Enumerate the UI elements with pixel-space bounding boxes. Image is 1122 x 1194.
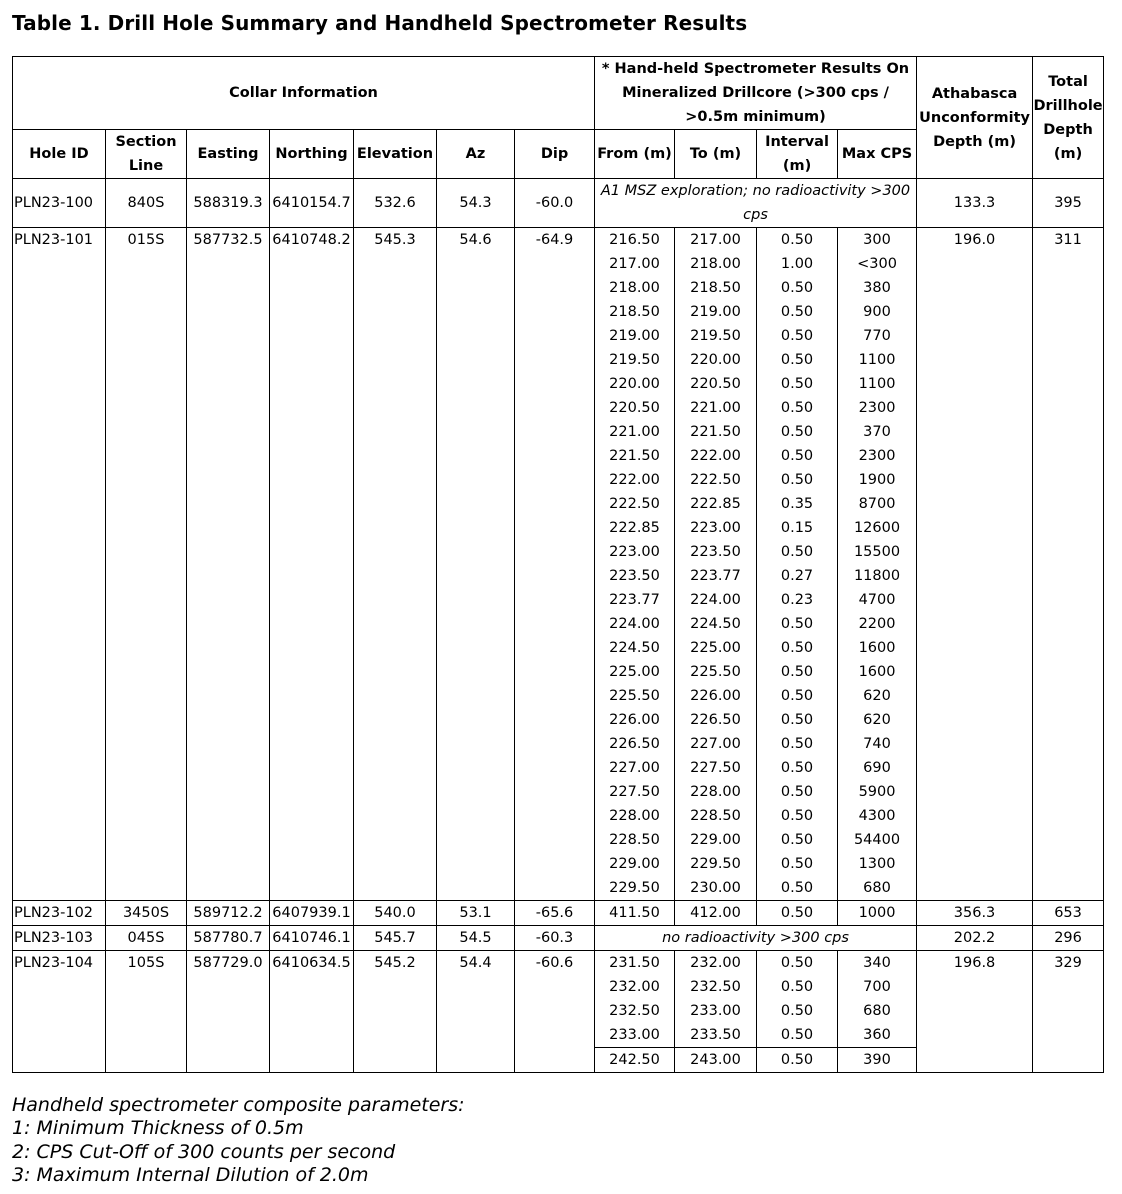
total-depth-cell: 329 [1033, 951, 1104, 1073]
max-cps-cell: 370 [863, 424, 891, 440]
interval-cell: 0.50 [780, 784, 814, 800]
footnotes [12, 1094, 465, 1188]
to-cell: 228.00 [690, 784, 741, 800]
interval-cell: 0.50 [780, 736, 814, 752]
athabasca-cell: 202.2 [917, 926, 1033, 951]
from-cell: 411.50 [595, 901, 675, 926]
from-cell: 218.00 [609, 280, 660, 296]
interval-cell: 0.50 [780, 760, 814, 776]
to-cell: 219.50 [690, 328, 741, 344]
to-cell: 233.50 [690, 1027, 741, 1043]
northing-cell: 6410634.5 [270, 951, 354, 1073]
interval-cell: 0.50 [780, 280, 814, 296]
drill-hole-table [12, 56, 1104, 1073]
max-cps-cell: 620 [863, 688, 891, 704]
athabasca-header: Athabasca Unconformity Depth (m) [917, 57, 1033, 179]
to-cell: 220.00 [690, 352, 741, 368]
interval-cell: 0.50 [780, 955, 814, 971]
max-cps-cell: 11800 [853, 568, 901, 584]
to-cell: 222.00 [690, 448, 741, 464]
interval-cell: 0.50 [780, 544, 814, 560]
max-cps-cell: 2300 [858, 400, 896, 416]
from-cell: 223.50 [609, 568, 660, 584]
section-line-cell: 105S [106, 951, 187, 1073]
from-cell: 228.00 [609, 808, 660, 824]
elevation-cell: 532.6 [354, 179, 437, 228]
dip-cell: -64.9 [515, 228, 595, 901]
section-line-cell: 840S [106, 179, 187, 228]
collar-info-header: Collar Information [13, 57, 595, 130]
interval-cell: 0.50 [780, 1027, 814, 1043]
max-cps-cell: 1100 [858, 376, 896, 392]
max-cps-cell: 1600 [858, 640, 896, 656]
from-cell: 222.00 [609, 472, 660, 488]
total-depth-cell: 311 [1033, 228, 1104, 901]
from-cell: 217.00 [609, 256, 660, 272]
to-cell: 226.00 [690, 688, 741, 704]
interval-cell: 0.50 [780, 808, 814, 824]
interval-cell: 0.50 [780, 232, 814, 248]
athabasca-cell: 196.8 [917, 951, 1033, 1073]
interval-column [595, 951, 675, 1048]
result-note: no radioactivity >300 cps [595, 926, 917, 951]
table-title: Table 1. Drill Hole Summary and Handheld Spectrometer Results [12, 11, 748, 35]
interval-cell: 0.50 [780, 352, 814, 368]
from-cell: 224.00 [609, 616, 660, 632]
from-cell: 221.00 [609, 424, 660, 440]
from-cell: 222.85 [609, 520, 660, 536]
from-cell: 229.00 [609, 856, 660, 872]
interval-cell: 0.50 [780, 856, 814, 872]
az-cell: 53.1 [437, 901, 515, 926]
from-cell: 224.50 [609, 640, 660, 656]
interval-column [675, 228, 757, 901]
max-cps-cell: 620 [863, 712, 891, 728]
interval-cell: 0.50 [780, 640, 814, 656]
interval-cell: 1.00 [780, 256, 814, 272]
max-cps-cell: 700 [863, 979, 891, 995]
from-cell: 220.50 [609, 400, 660, 416]
max-cps-cell: 2300 [858, 448, 896, 464]
dip-cell: -65.6 [515, 901, 595, 926]
northing-cell: 6410154.7 [270, 179, 354, 228]
from-cell: 233.00 [609, 1027, 660, 1043]
max-cps-cell: 15500 [853, 544, 901, 560]
to-cell: 218.00 [690, 256, 741, 272]
to-cell: 220.50 [690, 376, 741, 392]
interval-cell: 0.50 [780, 1003, 814, 1019]
interval-header: Interval (m) [757, 130, 838, 179]
max-cps-cell: 54400 [853, 832, 901, 848]
from-cell: 227.50 [609, 784, 660, 800]
from-header: From (m) [595, 130, 675, 179]
max-cps-cell: 1600 [858, 664, 896, 680]
from-cell: 218.50 [609, 304, 660, 320]
to-cell: 232.00 [690, 955, 741, 971]
hole-id-cell: PLN23-103 [13, 926, 106, 951]
from-cell: 232.00 [609, 979, 660, 995]
max-cps-cell: 1100 [858, 352, 896, 368]
max-cps-cell: 4300 [858, 808, 896, 824]
easting-cell: 589712.2 [187, 901, 270, 926]
note-item: 3: Maximum Internal Dilution of 2.0m [12, 1164, 369, 1187]
to-cell: 226.50 [690, 712, 741, 728]
to-cell: 219.00 [690, 304, 741, 320]
interval-cell: 0.50 [780, 328, 814, 344]
section-line-cell: 015S [106, 228, 187, 901]
easting-cell: 587780.7 [187, 926, 270, 951]
az-cell: 54.3 [437, 179, 515, 228]
section-line-cell: 045S [106, 926, 187, 951]
max-cps-cell: 2200 [858, 616, 896, 632]
max-cps-cell: 1000 [838, 901, 917, 926]
interval-cell: 0.50 [780, 616, 814, 632]
hole-id-cell: PLN23-104 [13, 951, 106, 1073]
interval-column [838, 228, 917, 901]
easting-header: Easting [187, 130, 270, 179]
to-cell: 233.00 [690, 1003, 741, 1019]
northing-cell: 6410746.1 [270, 926, 354, 951]
interval-cell: 0.50 [780, 664, 814, 680]
max-cps-cell: 1900 [858, 472, 896, 488]
max-cps-cell: 390 [838, 1048, 917, 1073]
hole-id-header: Hole ID [13, 130, 106, 179]
interval-column [675, 951, 757, 1048]
from-cell: 221.50 [609, 448, 660, 464]
max-cps-cell: <300 [857, 256, 897, 272]
to-cell: 243.00 [675, 1048, 757, 1073]
notes-heading: Handheld spectrometer composite parameters: [12, 1094, 465, 1116]
from-cell: 225.00 [609, 664, 660, 680]
to-cell: 223.50 [690, 544, 741, 560]
dip-cell: -60.6 [515, 951, 595, 1073]
from-cell: 219.00 [609, 328, 660, 344]
from-cell: 242.50 [595, 1048, 675, 1073]
dip-header: Dip [515, 130, 595, 179]
result-note: A1 MSZ exploration; no radioactivity >300 cps [595, 179, 917, 228]
spectrometer-header: * Hand-held Spectrometer Results On Mineralized Drillcore (>300 cps / >0.5m minimum) [595, 57, 917, 130]
interval-column [757, 228, 838, 901]
easting-cell: 587729.0 [187, 951, 270, 1073]
interval-column [595, 228, 675, 901]
to-cell: 222.50 [690, 472, 741, 488]
interval-cell: 0.50 [780, 880, 814, 896]
to-cell: 225.50 [690, 664, 741, 680]
to-cell: 224.50 [690, 616, 741, 632]
dip-cell: -60.3 [515, 926, 595, 951]
from-cell: 223.77 [609, 592, 660, 608]
interval-cell: 0.50 [757, 901, 838, 926]
from-cell: 222.50 [609, 496, 660, 512]
max-cps-cell: 8700 [858, 496, 896, 512]
to-cell: 228.50 [690, 808, 741, 824]
from-cell: 227.00 [609, 760, 660, 776]
easting-cell: 587732.5 [187, 228, 270, 901]
table-row [13, 179, 1104, 228]
max-cps-cell: 740 [863, 736, 891, 752]
max-cps-cell: 340 [863, 955, 891, 971]
interval-cell: 0.50 [757, 1048, 838, 1073]
max-cps-cell: 770 [863, 328, 891, 344]
max-cps-cell: 380 [863, 280, 891, 296]
to-header: To (m) [675, 130, 757, 179]
interval-cell: 0.50 [780, 979, 814, 995]
interval-cell: 0.50 [780, 304, 814, 320]
interval-cell: 0.35 [780, 496, 814, 512]
interval-cell: 0.50 [780, 832, 814, 848]
max-cps-cell: 12600 [853, 520, 901, 536]
interval-cell: 0.50 [780, 376, 814, 392]
from-cell: 223.00 [609, 544, 660, 560]
hole-id-cell: PLN23-101 [13, 228, 106, 901]
dip-cell: -60.0 [515, 179, 595, 228]
elevation-cell: 540.0 [354, 901, 437, 926]
table-row [13, 926, 1104, 951]
interval-cell: 0.50 [780, 712, 814, 728]
max-cps-cell: 360 [863, 1027, 891, 1043]
interval-column [757, 951, 838, 1048]
northing-header: Northing [270, 130, 354, 179]
to-cell: 225.00 [690, 640, 741, 656]
elevation-cell: 545.7 [354, 926, 437, 951]
total-depth-header: Total Drillhole Depth (m) [1033, 57, 1104, 179]
to-cell: 221.00 [690, 400, 741, 416]
table-row [13, 951, 1104, 1048]
from-cell: 216.50 [609, 232, 660, 248]
to-cell: 217.00 [690, 232, 741, 248]
max-cps-cell: 680 [863, 1003, 891, 1019]
to-cell: 224.00 [690, 592, 741, 608]
max-cps-cell: 4700 [858, 592, 896, 608]
total-depth-cell: 296 [1033, 926, 1104, 951]
northing-cell: 6410748.2 [270, 228, 354, 901]
max-cps-cell: 1300 [858, 856, 896, 872]
interval-cell: 0.50 [780, 424, 814, 440]
interval-cell: 0.50 [780, 688, 814, 704]
max-cps-cell: 900 [863, 304, 891, 320]
to-cell: 229.00 [690, 832, 741, 848]
from-cell: 219.50 [609, 352, 660, 368]
note-item: 1: Minimum Thickness of 0.5m [12, 1117, 304, 1140]
max-cps-cell: 680 [863, 880, 891, 896]
easting-cell: 588319.3 [187, 179, 270, 228]
total-depth-cell: 395 [1033, 179, 1104, 228]
from-cell: 229.50 [609, 880, 660, 896]
hole-id-cell: PLN23-102 [13, 901, 106, 926]
az-cell: 54.4 [437, 951, 515, 1073]
total-depth-cell: 653 [1033, 901, 1104, 926]
max-cps-cell: 690 [863, 760, 891, 776]
max-cps-cell: 5900 [858, 784, 896, 800]
max-cps-cell: 300 [863, 232, 891, 248]
to-cell: 218.50 [690, 280, 741, 296]
from-cell: 228.50 [609, 832, 660, 848]
az-header: Az [437, 130, 515, 179]
from-cell: 231.50 [609, 955, 660, 971]
interval-cell: 0.50 [780, 400, 814, 416]
section-line-cell: 3450S [106, 901, 187, 926]
table-row [13, 901, 1104, 926]
to-cell: 223.77 [690, 568, 741, 584]
interval-cell: 0.27 [780, 568, 814, 584]
from-cell: 232.50 [609, 1003, 660, 1019]
to-cell: 232.50 [690, 979, 741, 995]
to-cell: 412.00 [675, 901, 757, 926]
athabasca-cell: 356.3 [917, 901, 1033, 926]
from-cell: 226.00 [609, 712, 660, 728]
note-item: 2: CPS Cut-Off of 300 counts per second [12, 1140, 396, 1163]
from-cell: 226.50 [609, 736, 660, 752]
elevation-header: Elevation [354, 130, 437, 179]
athabasca-cell: 133.3 [917, 179, 1033, 228]
to-cell: 229.50 [690, 856, 741, 872]
interval-cell: 0.50 [780, 472, 814, 488]
hole-id-cell: PLN23-100 [13, 179, 106, 228]
interval-cell: 0.23 [780, 592, 814, 608]
from-cell: 225.50 [609, 688, 660, 704]
from-cell: 220.00 [609, 376, 660, 392]
to-cell: 222.85 [690, 496, 741, 512]
elevation-cell: 545.3 [354, 228, 437, 901]
interval-column [838, 951, 917, 1048]
to-cell: 227.50 [690, 760, 741, 776]
elevation-cell: 545.2 [354, 951, 437, 1073]
interval-cell: 0.50 [780, 448, 814, 464]
interval-cell: 0.15 [780, 520, 814, 536]
to-cell: 227.00 [690, 736, 741, 752]
section-line-header: Section Line [106, 130, 187, 179]
athabasca-cell: 196.0 [917, 228, 1033, 901]
az-cell: 54.6 [437, 228, 515, 901]
max-cps-header: Max CPS [838, 130, 917, 179]
table-row [13, 228, 1104, 901]
az-cell: 54.5 [437, 926, 515, 951]
to-cell: 230.00 [690, 880, 741, 896]
to-cell: 221.50 [690, 424, 741, 440]
to-cell: 223.00 [690, 520, 741, 536]
northing-cell: 6407939.1 [270, 901, 354, 926]
